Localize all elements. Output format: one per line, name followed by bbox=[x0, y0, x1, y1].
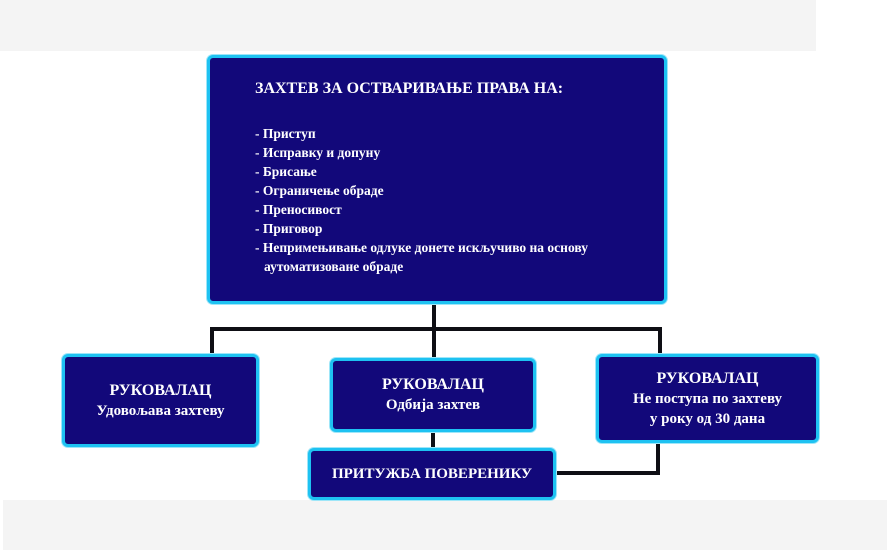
rights-item: - Исправку и допуну bbox=[255, 145, 381, 160]
rights-item: - Непримењивање одлуке донете искључиво на основу аутоматизоване обраде bbox=[255, 240, 588, 274]
rights-item: - Преносивост bbox=[255, 202, 342, 217]
controller-rejects-title: РУКОВАЛАЦ bbox=[382, 376, 484, 393]
controller-grants-subtitle: Удовољава захтеву bbox=[96, 402, 225, 419]
controller-rejects-subtitle: Одбија захтев bbox=[385, 397, 481, 413]
complaint-label: ПРИТУЖБА ПОВЕРЕНИКУ bbox=[331, 466, 533, 482]
rights-item: - Ограничење обраде bbox=[255, 183, 384, 198]
connector-trunk bbox=[432, 304, 436, 358]
controller-grants-box bbox=[62, 354, 259, 447]
connector-horizontal bbox=[210, 327, 662, 331]
bottom-background-band bbox=[3, 500, 887, 550]
rights-list bbox=[255, 124, 636, 276]
rights-item: - Приступ bbox=[255, 126, 316, 141]
complaint-to-commissioner-box bbox=[308, 448, 556, 500]
top-background-band bbox=[0, 0, 816, 51]
controller-rejects-box bbox=[330, 358, 536, 432]
connector-right-to-complaint bbox=[556, 471, 660, 475]
request-title: ЗАХТЕВ ЗА ОСТВАРИВАЊЕ ПРАВА НА: bbox=[255, 80, 564, 97]
rights-item: - Брисање bbox=[255, 164, 317, 179]
rights-item: - Приговор bbox=[255, 221, 323, 236]
controller-grants-title: РУКОВАЛАЦ bbox=[109, 381, 212, 399]
connector-right-drop bbox=[658, 327, 662, 354]
controller-no-action-subtitle: Не поступа по захтеву у року од 30 дана bbox=[632, 390, 783, 427]
connector-mid-to-complaint bbox=[431, 432, 435, 448]
connector-left-drop bbox=[210, 327, 214, 354]
controller-no-action-box bbox=[596, 354, 819, 443]
request-rights-box bbox=[207, 55, 667, 304]
controller-no-action-title: РУКОВАЛАЦ bbox=[656, 369, 759, 387]
